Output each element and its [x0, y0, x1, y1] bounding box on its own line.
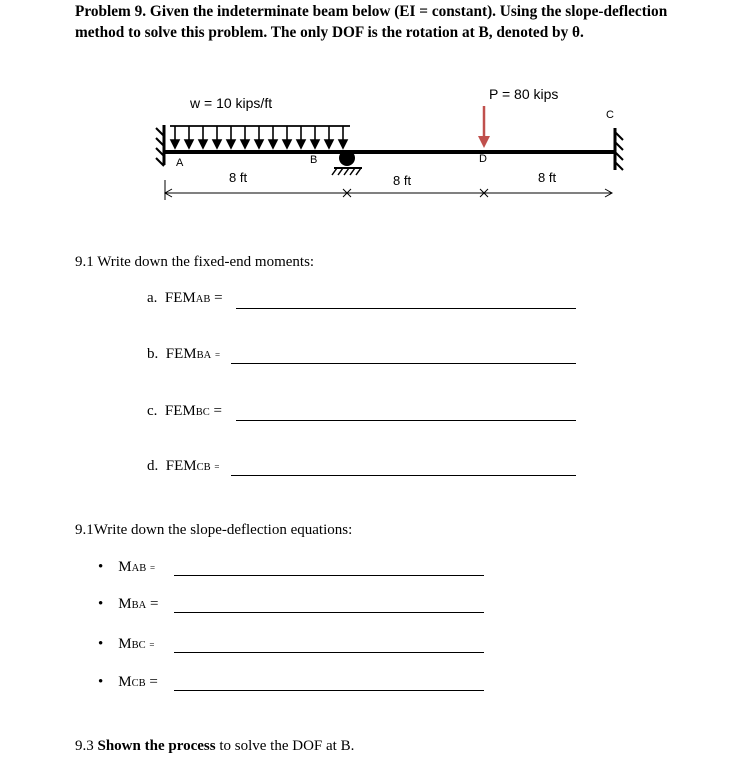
section-process-rest: to solve the DOF at B.	[215, 738, 355, 754]
problem-title-line2: method to solve this problem. The only DOF is the rotation at B, denoted by θ.	[75, 24, 584, 41]
m-ba-label: M	[118, 596, 132, 612]
fem-ba-answer-line[interactable]	[231, 363, 576, 364]
fem-ba-item	[147, 346, 220, 363]
distributed-load-label: w = 10 kips/ft	[190, 95, 273, 111]
bullet-icon: •	[98, 636, 104, 652]
fem-ab-answer-line[interactable]	[236, 308, 576, 309]
m-bc-sub: BC	[131, 640, 146, 651]
section-fem-heading: 9.1 Write down the fixed-end moments:	[75, 254, 315, 270]
m-cb-label: M	[118, 674, 132, 690]
fem-ba-sub: BA	[196, 350, 212, 361]
point-d-label: D	[479, 153, 487, 165]
m-ba-eq: =	[149, 596, 159, 612]
m-ab-label: M	[118, 559, 132, 575]
fem-bc-sub: BC	[195, 407, 210, 418]
m-cb-eq: =	[149, 674, 158, 690]
point-c-label: C	[606, 109, 614, 121]
fem-bc-answer-line[interactable]	[236, 420, 576, 421]
fem-ab-sub: AB	[195, 294, 211, 305]
point-load-label: P = 80 kips	[489, 86, 559, 102]
fem-cb-answer-line[interactable]	[231, 475, 576, 476]
fem-bc-marker: c.	[147, 403, 158, 419]
bullet-icon: •	[98, 596, 104, 612]
fem-ba-eq: =	[214, 350, 221, 360]
point-a-label: A	[176, 157, 184, 169]
point-b-label: B	[310, 154, 318, 166]
distributed-load	[170, 126, 350, 148]
fem-cb-marker: d.	[147, 458, 159, 474]
fem-ab-label: FEM	[164, 290, 196, 306]
dimension-ab-label: 8 ft	[229, 170, 248, 185]
section-process-bold: Shown the process	[97, 738, 216, 754]
m-ab-item	[98, 559, 155, 576]
m-ba-item	[98, 596, 158, 613]
m-ba-sub: BA	[131, 600, 147, 611]
fem-cb-eq: =	[214, 462, 220, 472]
fem-bc-item	[147, 403, 222, 420]
m-cb-answer-line[interactable]	[174, 690, 484, 691]
fem-ba-marker: b.	[147, 346, 159, 362]
fem-bc-label: FEM	[164, 403, 196, 419]
fem-bc-eq: =	[213, 403, 222, 419]
m-ba-answer-line[interactable]	[174, 612, 484, 613]
m-bc-answer-line[interactable]	[174, 652, 484, 653]
point-load-arrow	[478, 106, 490, 148]
bullet-icon: •	[98, 674, 104, 690]
fixed-support-left	[156, 125, 164, 166]
fem-ab-item	[147, 290, 223, 307]
fem-ba-label: FEM	[165, 346, 197, 362]
fem-ab-eq: =	[214, 290, 223, 306]
fem-ab-marker: a.	[147, 290, 158, 306]
m-ab-eq: =	[149, 563, 156, 573]
dimension-dc-label: 8 ft	[538, 170, 557, 185]
fem-cb-label: FEM	[165, 458, 197, 474]
section-slope-heading: 9.1Write down the slope-deflection equations:	[75, 522, 353, 538]
fem-cb-sub: CB	[196, 462, 211, 473]
m-cb-sub: CB	[131, 678, 146, 689]
m-bc-eq: =	[149, 640, 155, 650]
fem-cb-item	[147, 458, 219, 475]
m-bc-item	[98, 636, 154, 653]
dimension-bd-label: 8 ft	[393, 173, 412, 188]
m-ab-answer-line[interactable]	[174, 575, 484, 576]
m-ab-sub: AB	[131, 563, 147, 574]
m-cb-item	[98, 674, 158, 691]
bullet-icon: •	[98, 559, 104, 575]
fixed-support-right	[615, 128, 623, 170]
beam-diagram	[0, 0, 756, 230]
section-process-prefix: 9.3	[75, 738, 98, 754]
section-process-heading	[75, 738, 354, 755]
problem-title-line1: Problem 9. Given the indeterminate beam below (EI = constant). Using the slope-deflection	[75, 3, 668, 20]
m-bc-label: M	[118, 636, 132, 652]
